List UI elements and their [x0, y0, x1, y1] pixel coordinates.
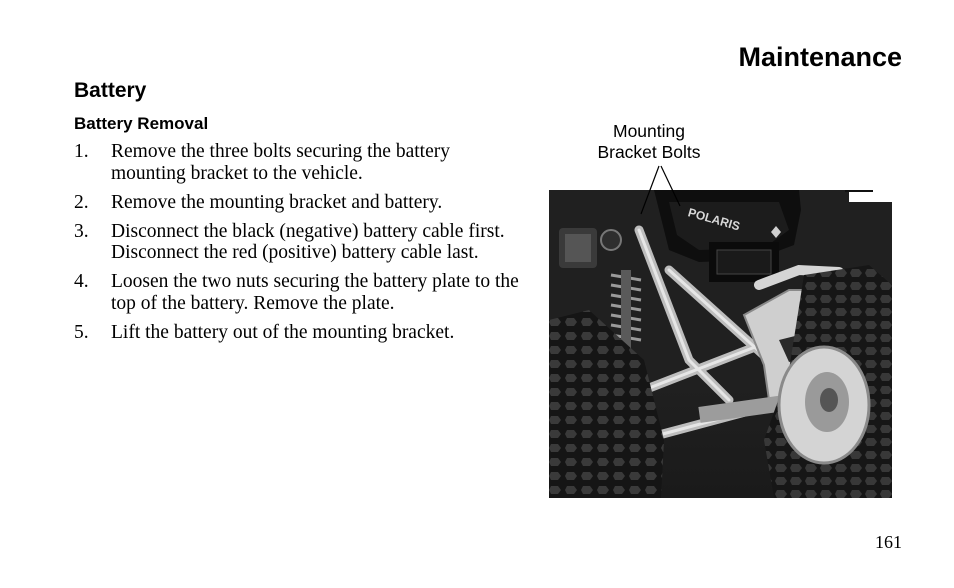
- caption-line: Mounting: [613, 121, 685, 141]
- removal-steps-list: [74, 141, 524, 351]
- step-text: Remove the three bolts securing the battery mounting bracket to the vehicle.: [111, 141, 450, 184]
- step-number: 4.: [74, 271, 89, 292]
- step-number: 3.: [74, 220, 89, 242]
- list-item: [74, 141, 524, 184]
- list-item: [74, 322, 524, 344]
- subsection-heading: Battery Removal: [74, 114, 209, 133]
- step-number: 1.: [74, 141, 89, 162]
- list-item: [74, 271, 524, 314]
- atv-front-photo: [549, 190, 892, 498]
- step-number: 2.: [74, 191, 89, 213]
- step-text: Loosen the two nuts securing the battery plate to the top of the battery. Remove the plate.: [111, 271, 519, 314]
- chapter-title: Maintenance: [738, 42, 902, 72]
- list-item: [74, 221, 524, 264]
- figure-caption: [580, 121, 718, 163]
- brand-logo: POLARIS: [686, 205, 742, 234]
- section-heading: Battery: [74, 79, 147, 102]
- page-number: 161: [875, 532, 902, 552]
- step-text: Disconnect the black (negative) battery cable first. Disconnect the red (positive) battery cable last.: [111, 220, 505, 263]
- caption-line: Bracket Bolts: [597, 142, 701, 162]
- list-item: [74, 192, 524, 214]
- step-number: 5.: [74, 321, 89, 343]
- step-text: Remove the mounting bracket and battery.: [111, 191, 443, 213]
- step-text: Lift the battery out of the mounting bracket.: [111, 321, 455, 343]
